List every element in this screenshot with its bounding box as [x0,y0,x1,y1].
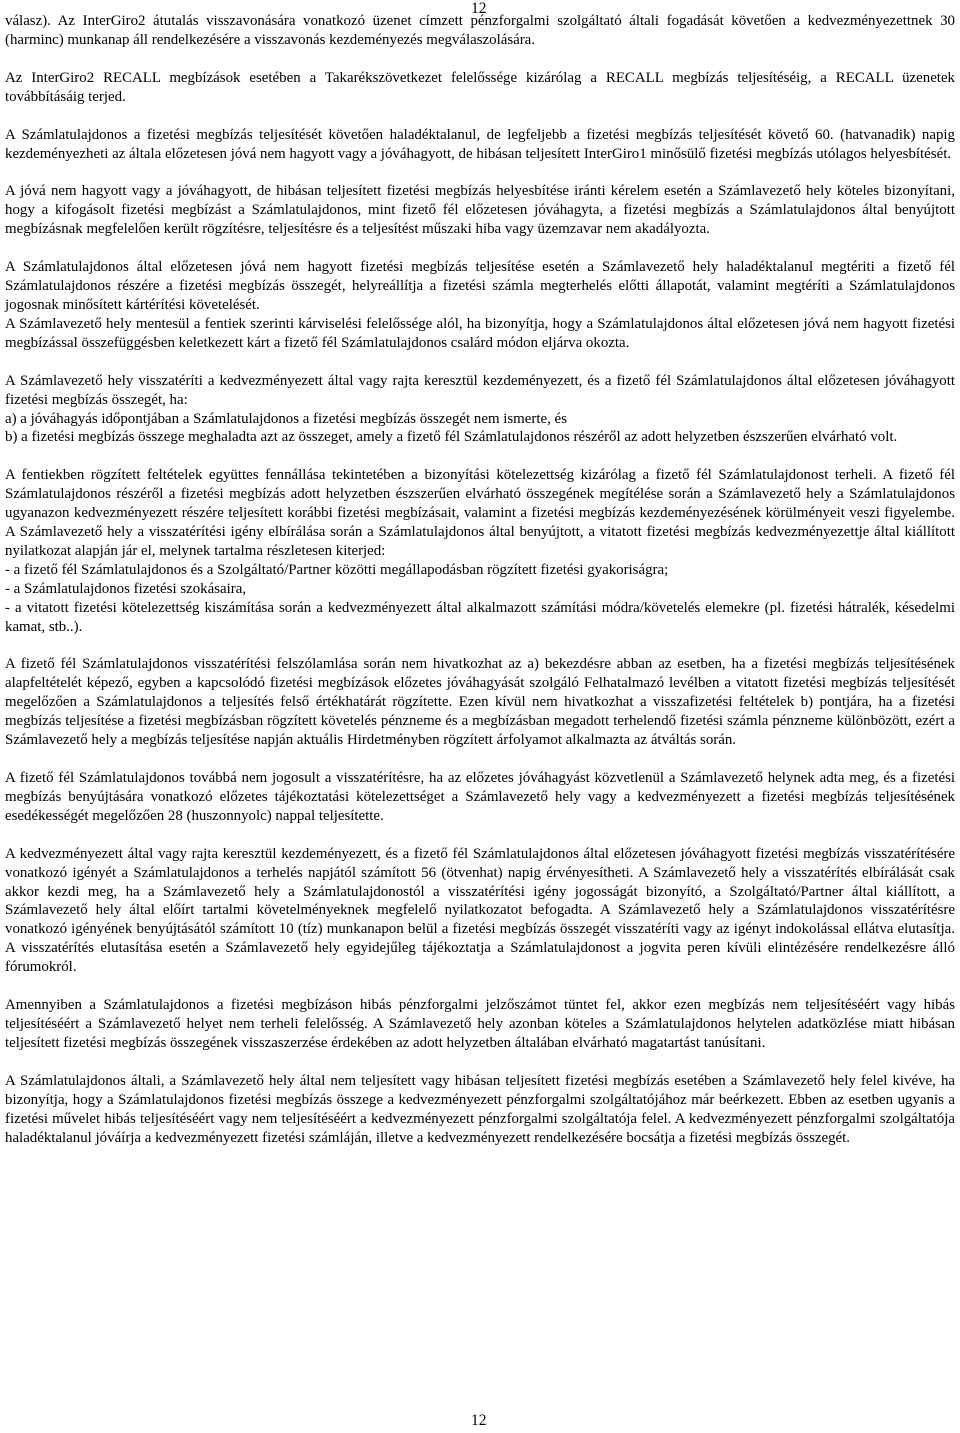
paragraph-intergiro2-revocation: válasz). Az InterGiro2 átutalás visszavonására vonatkozó üzenet címzett pénzforgalmi szolgáltató általi fogadását követően a kedvezményezettnek 30 (harminc) munkanap áll rendelkezésére a visszavonás kezdeményezés megválaszolására. [5,13,955,48]
document-body [5,12,955,1147]
page-number-bottom: 12 [471,1412,487,1429]
list-item-calculation: - a vitatott fizetési kötelezettség kiszámítása során a kedvezményezett által alkalmazott számítási módra/követelés elemekre (pl. fizetési hátralék, késedelmi kamat, stb..). [5,599,955,635]
condition-b: b) a fizetési megbízás összege meghaladta azt az összeget, amely a fizető fél Számlatulajdonos részéről az adott helyzetben észszerűen elvárható volt. [5,429,898,446]
paragraph-objection-limits: A fizető fél Számlatulajdonos visszatérítési felszólamlása során nem hivatkozhat az a) bekezdésre abban az esetben, ha a fizetési megbízás teljesítésének alapfeltételét képező, egyben a kapcsolódó fizetési megbízások előzetes jóváhagyását szolgáló Felhatalmazó levélben a vitatott fizetési megbízás teljesítését megelőzően a Számlatulajdonos a teljesítés felső értékhatárát rögzítette. Ezen kívül nem hivatkozhat a visszafizetési feltételek b) pontjára, ha a fizetési megbízás teljesítése a fizetési megbízásban rögzített követelés pénzneme és a megbízásban megadott terhelendő fizetési számla pénzneme különbözött, ezért a Számlavezető hely a megbízás teljesítése napján aktuális Hirdetményben rögzített árfolyamot alkalmazta az átváltás során. [5,656,955,749]
paragraph-refund-conditions: A Számlavezető hely visszatéríti a kedvezményezett által vagy rajta keresztül kezdeményezett, és a fizető fél Számlatulajdonos által előzetesen jóváhagyott fizetési megbízás összegét, ha: [5,372,955,408]
list-item-frequency: - a fizető fél Számlatulajdonos és a Szolgáltató/Partner közötti megállapodásban rögzített fizetési gyakoriságra; [5,561,669,578]
page-number-top: 12 [471,0,487,17]
paragraph-burden-of-proof: A jóvá nem hagyott vagy a jóváhagyott, de hibásan teljesített fizetési megbízás helyesbítése iránti kérelem esetén a Számlavezető hely köteles bizonyítani, hogy a kifogásolt fizetési megbízást a Számlatulajdonos, mint fizető fél előzetesen jóváhagyta, a fizetési megbízás a Számlatulajdonos által benyújtott megbízásnak megfelelően került rögzítésre, teljesítésre és a teljesítést műszaki hiba vagy üzemzavar nem akadályozta. [5,183,955,238]
paragraph-wrong-account-number: Amennyiben a Számlatulajdonos a fizetési megbízáson hibás pénzforgalmi jelzőszámot tüntet fel, akkor ezen megbízás nem teljesítéséért vagy hibás teljesítéséért a Számlavezető helyet nem terheli felelősség. A Számlavezető hely azonban köteles a Számlatulajdonos helytelen adatközlése miatt hibásan teljesített fizetési megbízás összegének visszaszerzése érdekében az adott helyzetben általában elvárható magatartást tanúsítani. [5,997,955,1051]
paragraph-proof-conditions: A fentiekben rögzített feltételek együttes fennállása tekintetében a bizonyítási kötelezettség kizárólag a fizető fél Számlatulajdonost terheli. A fizető fél Számlatulajdonos részéről a fizetési megbízás adott helyzetben észszerűen elvárható összegének megítélése során a Számlavezető hely a Számlatulajdonos ugyanazon kedvezményezett részére teljesített korábbi fizetési megbízásait, valamint a fizetési megbízás kezdeményezésének körülményeit veszi figyelembe. A Számlavezető hely a visszatérítési igény elbírálása során a Számlatulajdonos által benyújtott, a vitatott fizetési megbízás kedvezményezettje által kiállított nyilatkozat alapján jár el, melynek tartalma részletesen kiterjed: [5,467,955,559]
paragraph-fraud-exemption: A Számlavezető hely mentesül a fentiek szerinti kárviselési felelőssége alól, ha bizonyítja, hogy a Számlatulajdonos által előzetesen jóvá nem hagyott fizetési megbízással összefüggésben keletkezett kárt a fizető fél Számlatulajdonos csalárd módon eljárva okozta. [5,315,955,351]
condition-a: a) a jóváhagyás időpontjában a Számlatulajdonos a fizetési megbízás összegét nem ismerte, és [5,410,567,427]
paragraph-no-refund-right: A fizető fél Számlatulajdonos továbbá nem jogosult a visszatérítésre, ha az előzetes jóváhagyást közvetlenül a Számlavezető helynek adta meg, és a fizetési megbízás benyújtására vonatkozó előzetes tájékoztatási kötelezettséget a Számlavezető hely vagy a kedvezményezett a fizetési megbízás teljesítésének esedékességét megelőzően 28 (huszonnyolc) nappal teljesítette. [5,770,955,824]
list-item-habits: - a Számlatulajdonos fizetési szokásaira, [5,580,247,597]
paragraph-refund-deadline: A kedvezményezett által vagy rajta keresztül kezdeményezett, és a fizető fél Számlatulajdonos által előzetesen jóváhagyott fizetési megbízás visszatérítésére vonatkozó igényét a Számlatulajdonos a terhelés napjától számított 56 (ötvenhat) napig érvényesítheti. A Számlavezető hely a visszatérítés elbírálását csak akkor kezdi meg, ha a Számlavezető hely a Számlatulajdonostól a visszatérítési igény jogosságát bizonyító, a Szolgáltató/Partner által kiállított, a Számlavezető hely által előírt tartalmi követelményeknek megfelelő nyilatkozatot befogadta. A Számlavezető hely a Számlatulajdonos visszatérítésre vonatkozó igényének benyújtásától számított 10 (tíz) munkanapon belül a fizetési megbízás összegét visszatéríti vagy az igényt indokolással ellátva elutasítja. A visszatérítés elutasítása esetén a Számlavezető hely egyidejűleg tájékoztatja a Számlatulajdonost a jogvita peren kívüli elintézésére rendelkezésre álló fórumokról. [5,845,955,976]
paragraph-unauthorized-refund: A Számlatulajdonos által előzetesen jóvá nem hagyott fizetési megbízás teljesítése esetén a Számlavezető hely haladéktalanul megtériti a fizető fél Számlatulajdonos részére a fizetési megbízás összegét, helyreállítja a fizetési számla megterhelés előtti állapotát, valamint megtéríti a Számlatulajdonos jogosnak minősített kártérítési követelését. [5,259,955,313]
paragraph-recall-liability: Az InterGiro2 RECALL megbízások esetében a Takarékszövetkezet felelőssége kizárólag a RECALL megbízás teljesítéséig, a RECALL üzenetek továbbításáig terjed. [5,69,955,105]
paragraph-correction-request: A Számlatulajdonos a fizetési megbízás teljesítését követően haladéktalanul, de legfeljebb a fizetési megbízás teljesítését követő 60. (hatvanadik) napig kezdeményezheti az általa előzetesen jóvá nem hagyott vagy a jóváhagyott, de hibásan teljesített InterGiro1 minősülő fizetési megbízás utólagos helyesbítését. [5,126,955,162]
paragraph-non-execution-liability: A Számlatulajdonos általi, a Számlavezető hely által nem teljesített vagy hibásan teljesített fizetési megbízás esetében a Számlavezető hely felel kivéve, ha bizonyítja, hogy a Számlatulajdonos fizetési megbízás összege a kedvezményezett pénzforgalmi szolgáltatójához már beérkezett. Ebben az esetben ugyanis a fizetési művelet hibás teljesítéséért vagy nem teljesítéséért a kedvezményezett pénzforgalmi szolgáltatója felel. A kedvezményezett pénzforgalmi szolgáltatója haladéktalanul jóváírja a kedvezményezett fizetési számláján, illetve a kedvezményezett rendelkezésére bocsátja a fizetési megbízás összegét. [5,1072,955,1146]
